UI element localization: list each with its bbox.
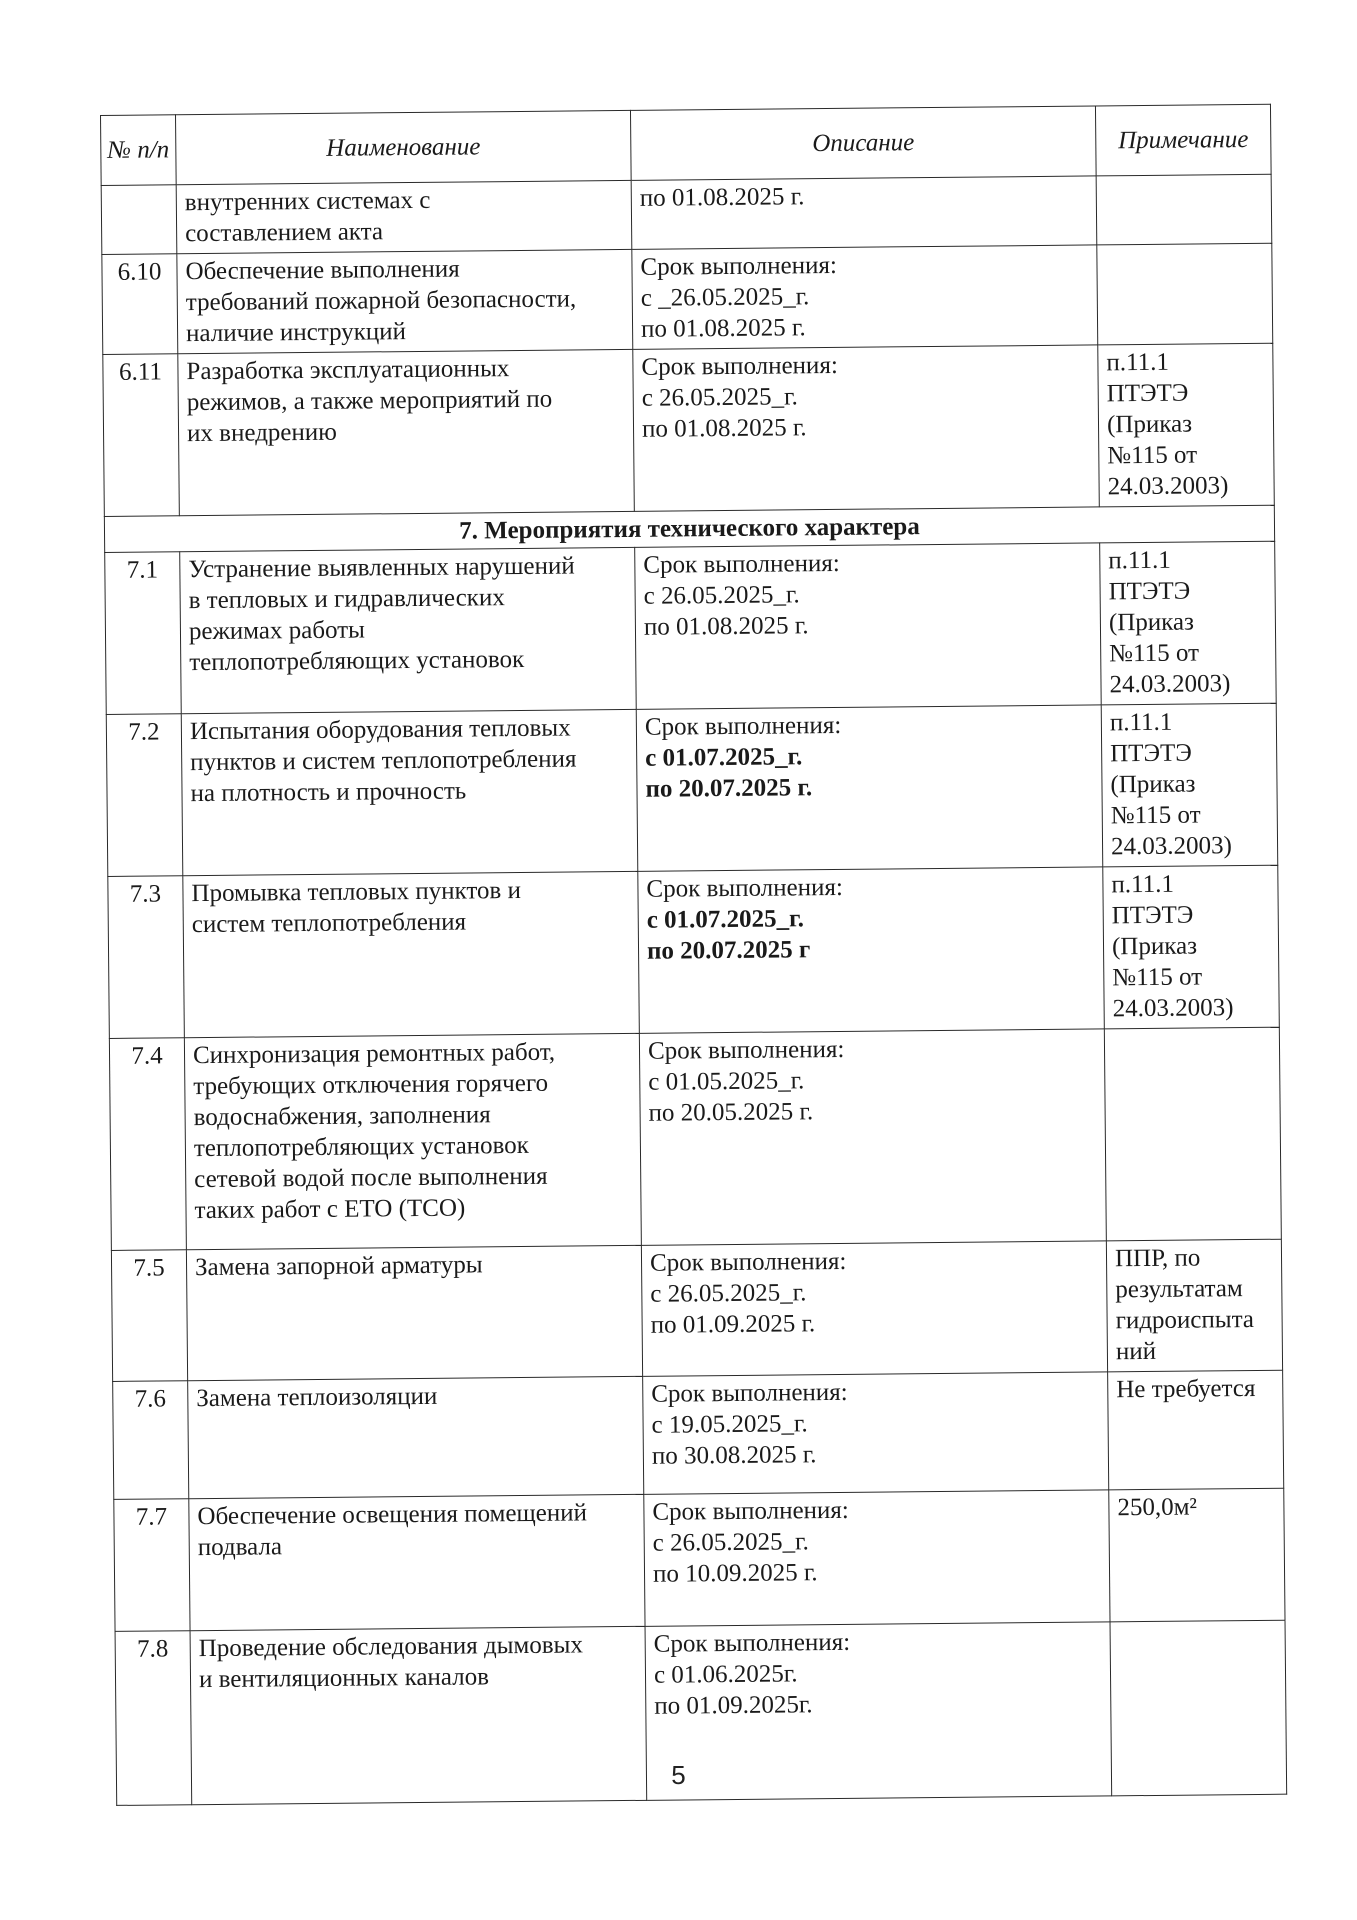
note-line: 24.03.2003) [1110, 832, 1233, 861]
note-line: 24.03.2003) [1107, 472, 1229, 501]
row-name [189, 1494, 645, 1630]
name-line: внутренних системах с [184, 186, 431, 217]
note-line: №115 от [1107, 441, 1198, 470]
note-line: ПТЭТЭ [1106, 379, 1189, 408]
row-note [1103, 865, 1280, 1029]
name-line: режимах работы [188, 616, 366, 646]
note-line: гидроиспыта [1115, 1305, 1255, 1335]
header-note: Примечание [1095, 104, 1271, 176]
description-line: по 01.08.2025 г. [640, 314, 806, 343]
note-line: (Приказ [1106, 410, 1193, 439]
name-line: подвала [197, 1533, 283, 1562]
table-row [102, 243, 1273, 354]
note-line: п.11.1 [1111, 870, 1175, 899]
row-note [1098, 343, 1275, 507]
row-name [181, 709, 638, 875]
note-line: ПТЭТЭ [1111, 901, 1194, 930]
row-name [177, 249, 633, 353]
table-row [105, 541, 1277, 714]
row-number: 7.5 [111, 1250, 187, 1382]
description-line: с 01.06.2025г. [653, 1660, 798, 1689]
table-row [103, 343, 1275, 516]
description-line: по 01.08.2025 г. [643, 612, 809, 641]
row-note [1096, 174, 1272, 245]
table-row [106, 703, 1278, 876]
name-line: Замена запорной арматуры [194, 1251, 483, 1282]
row-description [632, 245, 1098, 349]
description-line: по 20.07.2025 г [646, 936, 811, 965]
note-line: ний [1115, 1337, 1157, 1366]
row-number: 7.1 [105, 552, 182, 715]
row-name [183, 871, 640, 1037]
name-line: таких работ с ЕТО (ТСО) [194, 1194, 466, 1225]
table-row [101, 174, 1272, 254]
header-description: Описание [630, 106, 1096, 180]
name-line: Замена теплоизоляции [196, 1382, 438, 1413]
name-line: Обеспечение освещения помещений [197, 1499, 588, 1531]
description-line: Срок выполнения: [647, 1035, 845, 1065]
note-line: п.11.1 [1109, 708, 1173, 737]
row-name [188, 1376, 644, 1498]
note-line: 24.03.2003) [1109, 670, 1231, 699]
row-note [1109, 1488, 1285, 1622]
description-line: Срок выполнения: [641, 351, 838, 381]
row-number: 7.3 [108, 876, 185, 1039]
description-line: Срок выполнения: [651, 1378, 848, 1408]
row-note [1101, 703, 1278, 867]
row-number: 6.10 [102, 254, 178, 355]
note-line: Не требуется [1116, 1374, 1256, 1404]
name-line: на плотность и прочность [190, 777, 467, 808]
row-number: 7.2 [106, 714, 183, 877]
description-line: Срок выполнения: [649, 1247, 847, 1277]
row-name [180, 547, 637, 713]
note-line: ПТЭТЭ [1108, 577, 1191, 606]
name-line: наличие инструкций [185, 318, 407, 348]
name-line: Испытания оборудования тепловых [189, 714, 571, 746]
header-num: № п/п [101, 115, 177, 186]
row-number: 7.8 [115, 1631, 192, 1806]
row-note [1108, 1370, 1284, 1490]
row-number: 7.7 [114, 1499, 190, 1632]
page-number: 5 [671, 1760, 686, 1790]
description-line: Срок выполнения: [646, 873, 843, 903]
name-line: и вентиляционных каналов [198, 1663, 490, 1694]
description-line: с 26.05.2025_г. [643, 581, 800, 610]
row-name [176, 180, 632, 253]
row-name [178, 349, 635, 515]
note-line: №115 от [1112, 963, 1203, 992]
description-line: с 01.07.2025_г. [646, 905, 805, 934]
name-line: теплопотребляющих установок [189, 645, 525, 677]
name-line: Разработка эксплуатационных [186, 355, 510, 386]
description-line: с 01.05.2025_г. [648, 1067, 805, 1096]
table-header-row [101, 104, 1272, 185]
table-body [101, 174, 1286, 1805]
description-line: по 30.08.2025 г. [651, 1441, 817, 1470]
name-line: Устранение выявленных нарушений [188, 552, 575, 584]
row-number: 7.6 [113, 1381, 189, 1500]
measures-table [100, 104, 1287, 1806]
description-line: с 26.05.2025_г. [652, 1528, 809, 1557]
row-description [638, 867, 1105, 1033]
note-line: №115 от [1110, 801, 1201, 830]
name-line: систем теплопотребления [191, 908, 467, 939]
name-line: пунктов и систем теплопотребления [190, 745, 577, 777]
table-row [113, 1370, 1284, 1499]
description-line: по 01.08.2025 г. [639, 183, 805, 212]
row-description [639, 1029, 1106, 1245]
description-line: по 01.08.2025 г. [641, 414, 807, 443]
description-line: с 19.05.2025_г. [651, 1410, 808, 1439]
description-line: по 01.09.2025г. [654, 1691, 813, 1720]
row-description [641, 1241, 1107, 1376]
table-row [114, 1488, 1285, 1631]
description-line: с 26.05.2025_г. [641, 383, 798, 412]
note-line: 250,0м² [1117, 1493, 1198, 1522]
section-title: 7. Мероприятия технического характера [104, 505, 1274, 552]
row-description [635, 543, 1102, 709]
name-line: теплопотребляющих установок [193, 1131, 530, 1163]
row-note [1106, 1239, 1282, 1372]
description-line: Срок выполнения: [644, 711, 842, 741]
name-line: их внедрению [186, 418, 338, 448]
note-line: п.11.1 [1108, 546, 1171, 575]
row-description [633, 345, 1100, 511]
row-number: 7.4 [109, 1038, 186, 1251]
table-row [108, 865, 1280, 1038]
description-line: по 20.05.2025 г. [648, 1098, 814, 1127]
note-line: ПТЭТЭ [1110, 739, 1192, 768]
name-line: водоснабжения, заполнения [193, 1101, 491, 1132]
name-line: Промывка тепловых пунктов и [191, 876, 522, 908]
description-line: по 20.07.2025 г. [645, 774, 813, 803]
note-line: 24.03.2003) [1112, 994, 1234, 1023]
name-line: Синхронизация ремонтных работ, [192, 1038, 556, 1070]
row-description [631, 176, 1097, 249]
description-line: Срок выполнения: [652, 1496, 849, 1526]
row-description [636, 705, 1103, 871]
note-line: №115 от [1109, 639, 1200, 668]
note-line: ППР, по [1114, 1244, 1201, 1273]
description-line: по 10.09.2025 г. [652, 1559, 818, 1588]
description-line: Срок выполнения: [653, 1628, 851, 1658]
description-line: с 01.07.2025_г. [645, 743, 803, 772]
name-line: режимов, а также мероприятий по [186, 385, 553, 417]
row-name [184, 1033, 641, 1249]
name-line: требующих отключения горячего [193, 1069, 549, 1101]
description-line: Срок выполнения: [643, 549, 840, 579]
header-name: Наименование [176, 110, 632, 184]
row-note [1104, 1027, 1281, 1241]
note-line: (Приказ [1110, 770, 1196, 799]
description-line: по 01.09.2025 г. [650, 1310, 816, 1339]
row-note [1100, 541, 1277, 705]
table-row [109, 1027, 1281, 1250]
table-row [111, 1239, 1282, 1381]
row-note [1097, 243, 1273, 345]
name-line: сетевой водой после выполнения [194, 1162, 548, 1194]
name-line: в тепловых и гидравлических [188, 584, 505, 615]
note-line: (Приказ [1108, 608, 1195, 637]
row-number [101, 185, 177, 255]
row-description [643, 1372, 1109, 1494]
name-line: требований пожарной безопасности, [185, 285, 577, 317]
description-line: Срок выполнения: [640, 251, 837, 281]
row-description [644, 1490, 1110, 1626]
name-line: Проведение обследования дымовых [198, 1631, 584, 1663]
row-name [186, 1245, 642, 1380]
description-line: с 26.05.2025_г. [650, 1279, 807, 1308]
note-line: результатам [1115, 1275, 1243, 1304]
note-line: (Приказ [1111, 932, 1198, 961]
description-line: с _26.05.2025_г. [640, 283, 810, 312]
name-line: составлением акта [185, 218, 384, 248]
note-line: п.11.1 [1106, 348, 1170, 377]
row-number: 6.11 [103, 354, 180, 517]
name-line: Обеспечение выполнения [185, 255, 460, 286]
